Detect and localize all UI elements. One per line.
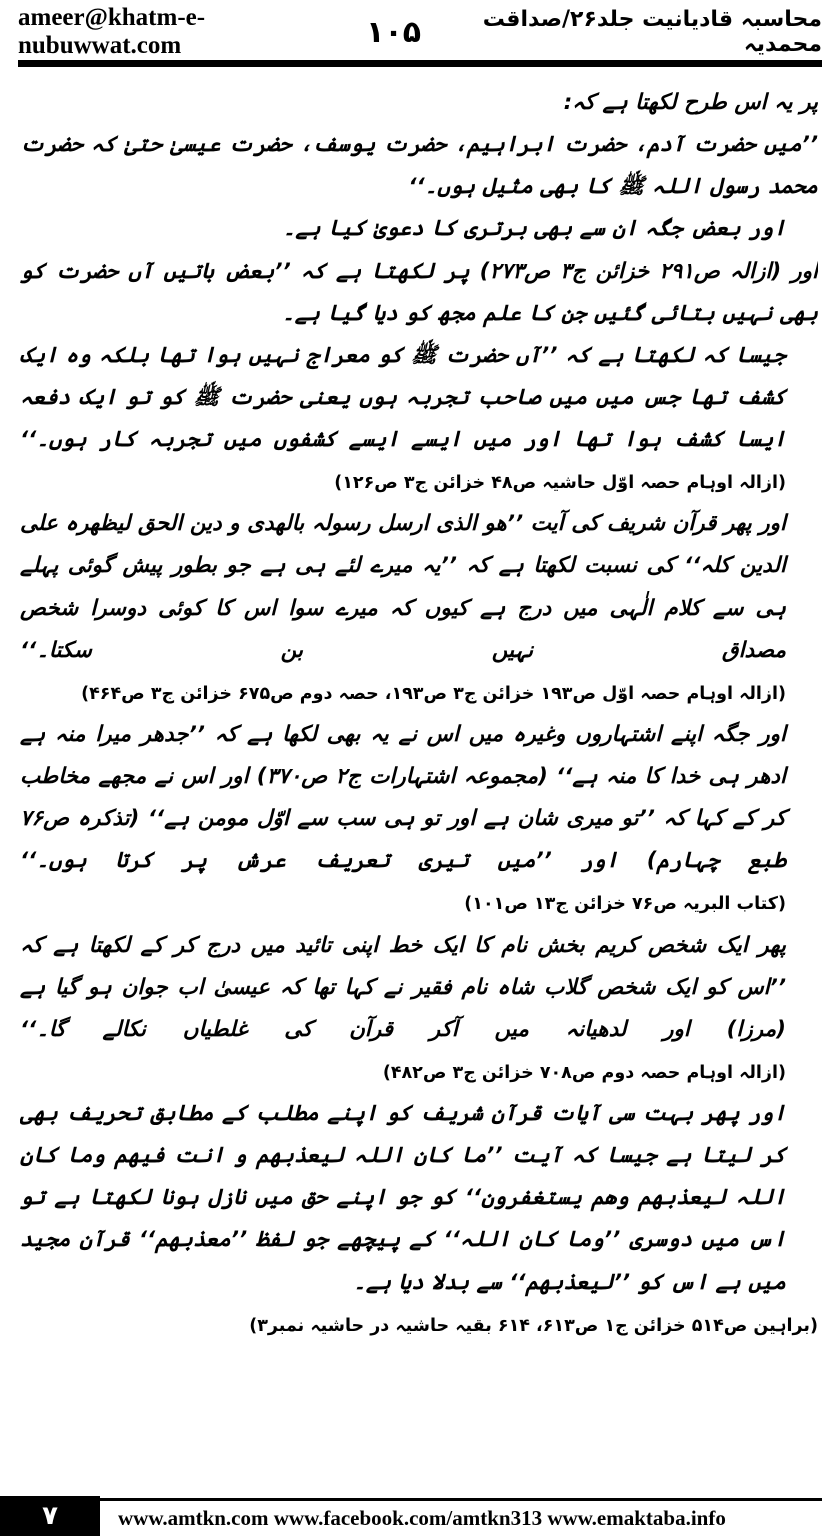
paragraph-text: اور پھر بہت سی آیات قرآن شریف کو اپنے مطلب کے مطابق تحریف بھی کر لیتا ہے جیسا کہ آیت ’’ما کان اللہ لیعذبھم و انت فیھم وما کان اللہ لیعذبھم وھم یستغفرون‘‘ کو جو اپنے حق میں نازل ہونا لکھتا ہے تو اس میں دوسری ’’وما کان اللہ‘‘ کے پیچھے جو لفظ ’’معذبھم‘‘ قرآن مجید میں ہے اس کو ’’لیعذبھم‘‘ سے بدلا دیا ہے۔ xyxy=(20,1101,786,1295)
paragraph-10 xyxy=(20,1304,818,1346)
header-rule xyxy=(18,60,822,67)
paragraph-text: پر یہ اس طرح لکھتا ہے کہ: xyxy=(563,90,818,115)
page-number: ۱۰۵ xyxy=(366,14,422,50)
reference-citation: (ازالہ اوہام حصہ اوّل ص۱۹۳ خزائن ج۳ ص۱۹۳، حصہ دوم ص۶۷۵ خزائن ج۳ ص۴۶۴) xyxy=(81,683,786,704)
reference-citation: (کتاب البریہ ص۷۶ خزائن ج۱۳ ص۱۰۱) xyxy=(464,894,786,915)
footer-box: ۷ xyxy=(0,1496,100,1536)
paragraph-8 xyxy=(20,925,818,1094)
paragraph-text: اور بعض جگہ ان سے بھی برتری کا دعویٰ کیا ہے۔ xyxy=(282,216,786,242)
paragraph-9 xyxy=(20,1093,818,1304)
page-header xyxy=(18,4,822,59)
reference-citation: (ازالہ اوہام حصہ دوم ص۷۰۸ خزائن ج۳ ص۴۸۲) xyxy=(382,1062,786,1083)
paragraph-7 xyxy=(20,714,818,925)
paragraph-2 xyxy=(20,124,818,208)
footer-rule xyxy=(100,1498,822,1501)
header-email[interactable]: ameer@khatm-e-nubuwwat.com xyxy=(18,4,206,59)
paragraph-6 xyxy=(20,503,818,714)
footer-links[interactable]: www.amtkn.com www.facebook.com/amtkn313 www.emaktaba.info xyxy=(118,1506,726,1530)
reference-citation: (ازالہ اوہام حصہ اوّل حاشیہ ص۴۸ خزائن ج۳ ص۱۲۶) xyxy=(334,473,786,494)
page-footer xyxy=(0,1496,822,1536)
paragraph-text: اور جگہ اپنے اشتہاروں وغیرہ میں اس نے یہ بھی لکھا ہے کہ ’’جدھر میرا منہ ہے ادھر ہی خدا کا منہ ہے‘‘ (مجموعہ اشتہارات ج۲ ص۳۷۰) اور اس نے مجھے مخاطب کر کے کہا کہ ’’تو میری شان ہے اور تو ہی سب سے اوّل مومن ہے‘‘ (تذکرہ ص۷۶ طبع چہارم) اور ’’میں تیری تعریف عرش پر کرتا ہوں۔‘‘ xyxy=(20,721,786,874)
page-body xyxy=(20,82,818,1477)
book-title: محاسبہ قادیانیت جلد۲۶/صداقت محمدیہ xyxy=(482,7,822,57)
header-left xyxy=(18,4,421,60)
paragraph-1 xyxy=(20,82,818,124)
reference-citation: (براہین ص۵۱۴ خزائن ج۱ ص۶۱۳، ۶۱۴ بقیہ حاشیہ در حاشیہ نمبر۳) xyxy=(249,1315,818,1336)
paragraph-text: اور پھر قرآن شریف کی آیت ’’ھو الذی ارسل رسولہ بالھدی و دین الحق لیظھرہ علی الدین کلہ‘‘ کی نسبت لکھتا ہے کہ ’’یہ میرے لئے ہی ہے جو بطور پیش گوئی پہلے ہی سے کلام الٰہی میں درج ہے کیوں کہ میرے سوا اس کا کوئی دوسرا شخص مصداق نہیں بن سکتا۔‘‘ xyxy=(20,511,786,663)
paragraph-text: پھر ایک شخص کریم بخش نام کا ایک خط اپنی تائید میں درج کر کے لکھتا ہے کہ ’’اس کو ایک شخص گلاب شاہ نام فقیر نے کہا تھا کہ عیسیٰ اب جوان ہو گیا ہے (مرزا) اور لدھیانہ میں آکر قرآن کی غلطیاں نکالے گا۔‘‘ xyxy=(20,932,786,1042)
paragraph-text: جیسا کہ لکھتا ہے کہ ’’آں حضرت ﷺ کو معراج نہیں ہوا تھا بلکہ وہ ایک کشف تھا جس میں میں صاحب تجربہ ہوں یعنی حضرت ﷺ کو تو ایک دفعہ ایسا کشف ہوا تھا اور میں ایسے ایسے کشفوں میں تجربہ کار ہوں۔‘‘ xyxy=(20,342,786,452)
paragraph-3 xyxy=(20,208,818,250)
paragraph-text: ’’میں حضرت آدم، حضرت ابراہیم، حضرت یوسف، حضرت عیسیٰ حتیٰ کہ حضرت محمد رسول اللہ ﷺ کا بھی مثیل ہوں۔‘‘ xyxy=(20,132,818,200)
paragraph-4 xyxy=(20,251,818,335)
paragraph-text: اور (ازالہ ص۲۹۱ خزائن ج۳ ص۲۷۳) پر لکھتا ہے کہ ’’بعض باتیں آں حضرت کو بھی نہیں بتائی گئیں جن کا علم مجھ کو دیا گیا ہے۔ xyxy=(20,258,818,326)
paragraph-5 xyxy=(20,335,818,504)
